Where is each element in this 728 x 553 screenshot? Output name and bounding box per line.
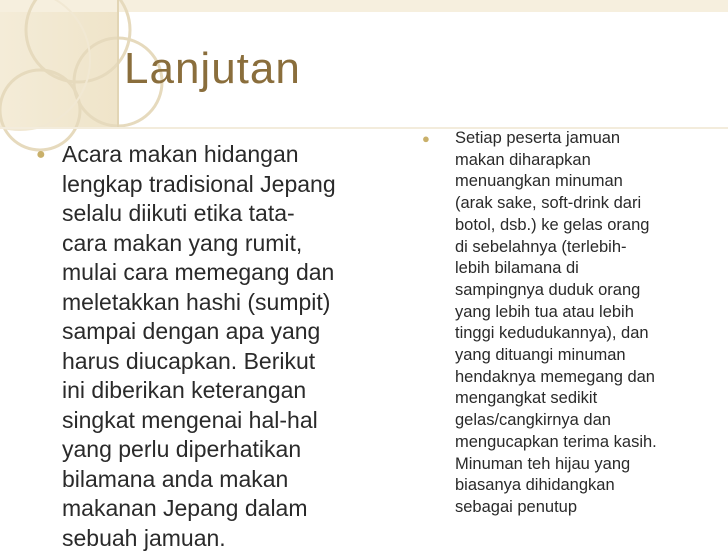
left-line: cara makan yang rumit, [62, 229, 400, 259]
right-line: yang lebih tua atau lebih [455, 302, 724, 324]
left-line: yang perlu diperhatikan [62, 435, 400, 465]
left-line: meletakkan hashi (sumpit) [62, 288, 400, 318]
left-line: selalu diikuti etika tata- [62, 199, 400, 229]
right-line: Setiap peserta jamuan [455, 128, 724, 150]
left-line: lengkap tradisional Jepang [62, 170, 400, 200]
right-line: Minuman teh hijau yang [455, 454, 724, 476]
right-line: menuangkan minuman [455, 171, 724, 193]
right-line: tinggi kedudukannya), dan [455, 323, 724, 345]
right-line: di sebelahnya (terlebih- [455, 237, 724, 259]
left-text [40, 140, 400, 553]
left-line: Acara makan hidangan [62, 140, 400, 170]
right-line: makan diharapkan [455, 150, 724, 172]
right-line: botol, dsb.) ke gelas orang [455, 215, 724, 237]
right-line: mengangkat sedikit [455, 388, 724, 410]
left-line: sampai dengan apa yang [62, 317, 400, 347]
left-line: ini diberikan keterangan [62, 376, 400, 406]
left-line: sebuah jamuan. [62, 524, 400, 553]
left-line: bilamana anda makan [62, 465, 400, 495]
right-line: yang dituangi minuman [455, 345, 724, 367]
right-text [432, 128, 724, 519]
right-bullet-block [432, 128, 724, 519]
right-line: hendaknya memegang dan [455, 367, 724, 389]
right-line: biasanya dihidangkan [455, 475, 724, 497]
left-bullet-block [40, 140, 400, 553]
bullet-dot-icon: ● [36, 140, 46, 170]
right-line: mengucapkan terima kasih. [455, 432, 724, 454]
right-line: sebagai penutup [455, 497, 724, 519]
right-line: gelas/cangkirnya dan [455, 410, 724, 432]
left-line: harus diucapkan. Berikut [62, 347, 400, 377]
left-line: mulai cara memegang dan [62, 258, 400, 288]
right-line: (arak sake, soft-drink dari [455, 193, 724, 215]
right-line: lebih bilamana di [455, 258, 724, 280]
bullet-dot-icon: ● [422, 128, 430, 150]
slide-title: Lanjutan [124, 44, 301, 94]
left-line: makanan Jepang dalam [62, 494, 400, 524]
right-line: sampingnya duduk orang [455, 280, 724, 302]
left-line: singkat mengenai hal-hal [62, 406, 400, 436]
